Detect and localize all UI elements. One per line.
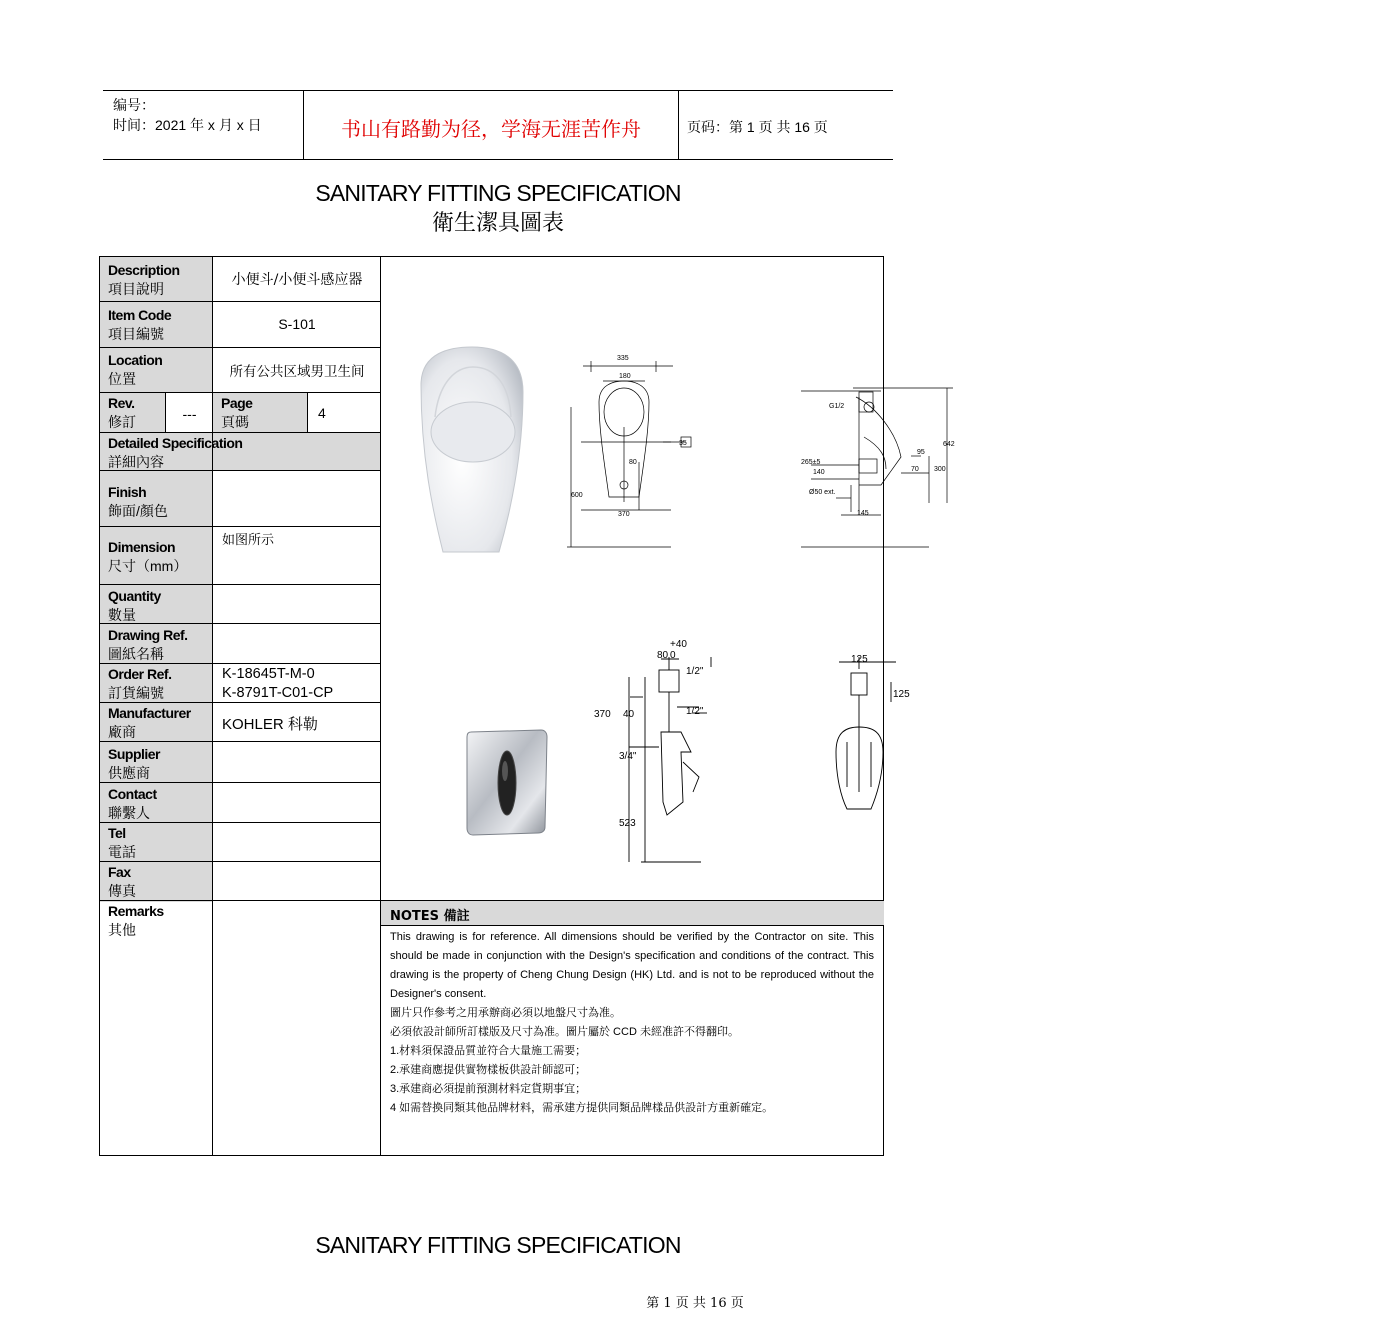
spec-table bbox=[99, 256, 955, 1156]
svg-text:+40: +40 bbox=[670, 639, 687, 650]
item-code-value: S-101 bbox=[278, 316, 316, 332]
time-label: 时间：2021 年 x 月 x 日 bbox=[113, 117, 262, 133]
svg-text:335: 335 bbox=[617, 355, 629, 362]
header-meta-cell bbox=[103, 91, 303, 159]
description-value: 小便斗/小便斗感应器 bbox=[231, 272, 363, 288]
sensor-photo bbox=[467, 730, 547, 835]
page-label: Page 頁碼 bbox=[221, 395, 253, 430]
order-ref-label: Order Ref. 訂貨編號 bbox=[108, 666, 172, 701]
urinal-photo bbox=[421, 347, 523, 552]
front-dims bbox=[571, 355, 955, 518]
contact-label: Contact 聯繫人 bbox=[108, 786, 157, 821]
detailed-spec-label: Detailed Specification 詳細內容 bbox=[108, 435, 243, 470]
rev-label: Rev. 修訂 bbox=[108, 395, 136, 430]
svg-text:95: 95 bbox=[917, 449, 925, 456]
tel-label: Tel 電話 bbox=[108, 825, 136, 860]
svg-text:140: 140 bbox=[813, 469, 825, 476]
svg-text:265±5: 265±5 bbox=[801, 459, 821, 466]
location-value: 所有公共区域男卫生间 bbox=[229, 364, 365, 380]
header-motto-cell bbox=[303, 91, 679, 159]
page-info: 页码：第 1 页 共 16 页 bbox=[687, 119, 828, 135]
svg-text:1/2": 1/2" bbox=[686, 706, 704, 717]
installation-front-drawing bbox=[629, 657, 711, 862]
number-label: 编号： bbox=[113, 97, 155, 113]
description-label: Description 項目說明 bbox=[108, 262, 180, 297]
installation-side-drawing bbox=[836, 657, 896, 809]
page-value: 4 bbox=[318, 405, 326, 421]
supplier-label: Supplier 供應商 bbox=[108, 746, 161, 781]
rev-value: --- bbox=[182, 406, 197, 422]
page-footer: 第 1 页 共 16 页 bbox=[646, 1296, 744, 1311]
bottom-title: SANITARY FITTING SPECIFICATION bbox=[315, 1232, 681, 1258]
document-header bbox=[103, 90, 893, 160]
order-ref-value: K-18645T-M-0 K-8791T-C01-CP bbox=[222, 666, 334, 701]
fax-label: Fax 傳真 bbox=[108, 864, 136, 899]
product-drawings bbox=[381, 257, 955, 900]
svg-text:35: 35 bbox=[679, 440, 687, 447]
quantity-label: Quantity 數量 bbox=[108, 588, 161, 623]
urinal-side-drawing bbox=[801, 388, 953, 547]
title-zh: 衛生潔具圖表 bbox=[431, 210, 564, 235]
svg-text:70: 70 bbox=[911, 466, 919, 473]
manufacturer-label: Manufacturer 廠商 bbox=[108, 705, 191, 740]
install-dims bbox=[594, 639, 910, 829]
svg-text:80: 80 bbox=[657, 650, 669, 661]
dimension-value: 如图所示 bbox=[222, 533, 275, 548]
notes-body: This drawing is for reference. All dimensions should be verified by the Contractor on site. This should be made in conjunction with the Design's specification and conditions of the contract. This drawing is the property of Cheng Chung Design (HK) Ltd. and is not to be reproduced without the Designer's consent. 圖片只作參考之用承辦商必須以地盤尺寸為准。 必須依設計師所訂樣版及尺寸為准。圖片屬於 CCD 未經准許不得翻印。 1.材料須保證品質並符合大量施工需要； 2.承建商應提供實物樣板供設計師認可； 3.承建商必須提前預測材料定貨期事宜； 4 如需替換同類其他品牌材料，需承建方提供同類品牌樣品供設計方重新確定。 bbox=[390, 931, 874, 1114]
drawing-ref-label: Drawing Ref. 圖紙名稱 bbox=[108, 627, 188, 662]
header-page-cell bbox=[679, 91, 893, 159]
svg-text:1/2": 1/2" bbox=[686, 666, 704, 677]
urinal-front-drawing bbox=[567, 361, 691, 547]
svg-text:Ø50 ext.: Ø50 ext. bbox=[809, 489, 836, 496]
svg-text:G1/2: G1/2 bbox=[829, 403, 845, 410]
svg-text:3/4": 3/4" bbox=[619, 751, 637, 762]
finish-label: Finish 飾面/顏色 bbox=[108, 484, 168, 519]
notes-heading: NOTES 備註 bbox=[390, 909, 470, 924]
svg-text:80: 80 bbox=[629, 459, 637, 466]
svg-text:642: 642 bbox=[943, 441, 955, 448]
svg-text:40: 40 bbox=[623, 709, 635, 720]
svg-text:145: 145 bbox=[857, 510, 869, 517]
svg-text:125: 125 bbox=[893, 689, 910, 700]
item-code-label: Item Code 項目編號 bbox=[108, 307, 172, 342]
motto: 书山有路勤为径，学海无涯苦作舟 bbox=[341, 117, 641, 141]
svg-text:300: 300 bbox=[934, 466, 946, 473]
title-en: SANITARY FITTING SPECIFICATION bbox=[315, 180, 681, 206]
svg-text:180: 180 bbox=[619, 373, 631, 380]
dimension-label: Dimension 尺寸（mm） bbox=[108, 539, 188, 574]
location-label: Location 位置 bbox=[108, 352, 163, 387]
manufacturer-value: KOHLER 科勒 bbox=[222, 716, 318, 733]
svg-text:523: 523 bbox=[619, 818, 636, 829]
remarks-label: Remarks 其他 bbox=[108, 903, 164, 938]
svg-text:600: 600 bbox=[571, 492, 583, 499]
svg-text:370: 370 bbox=[618, 511, 630, 518]
svg-text:0: 0 bbox=[670, 650, 676, 661]
svg-text:370: 370 bbox=[594, 709, 611, 720]
svg-text:125: 125 bbox=[851, 654, 868, 665]
